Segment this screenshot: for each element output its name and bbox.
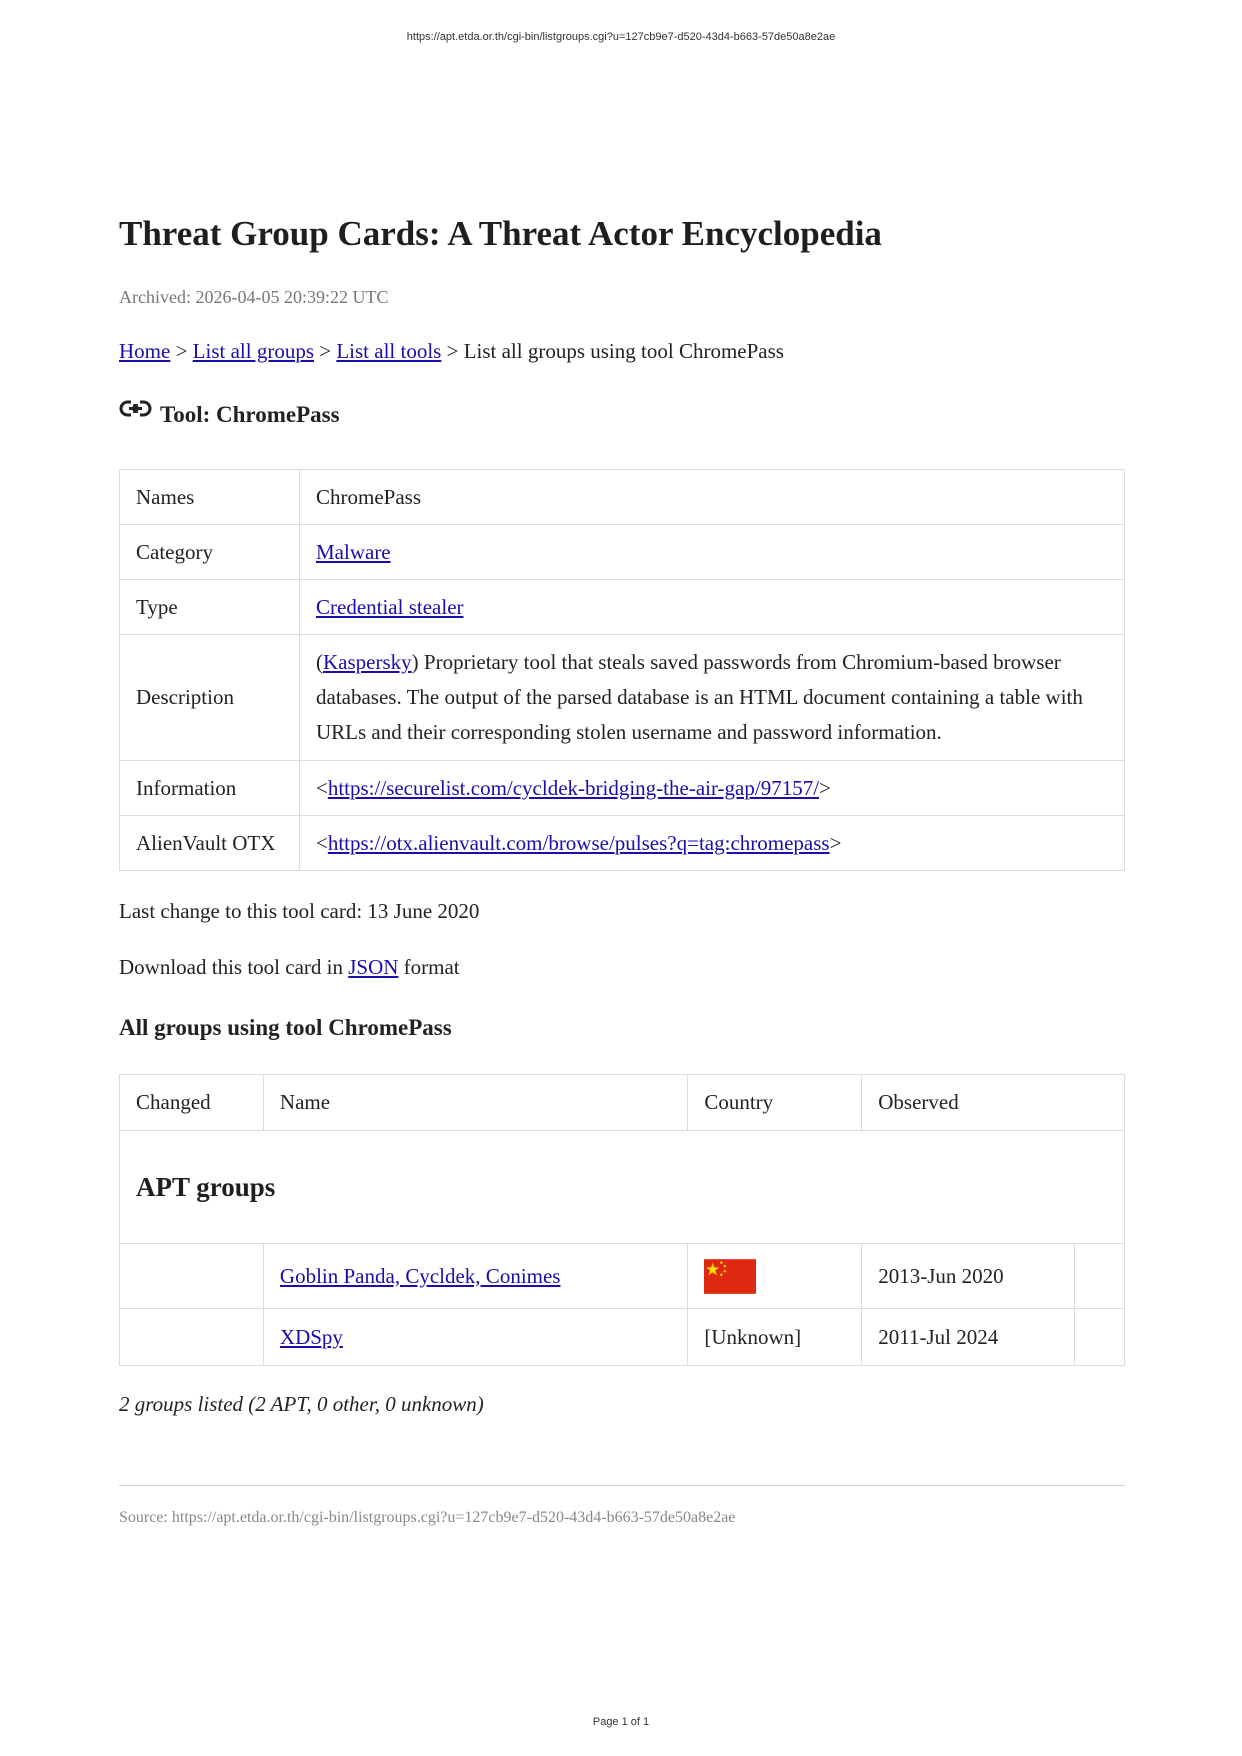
cell-changed (120, 1309, 264, 1366)
cell-name (263, 1309, 687, 1366)
groups-summary: 2 groups listed (2 APT, 0 other, 0 unknown) (119, 1392, 484, 1416)
groups-table (119, 1074, 1125, 1366)
breadcrumb-list-groups-link[interactable]: List all groups (192, 339, 314, 363)
info-label: Names (120, 470, 300, 525)
info-row-category (120, 525, 1125, 580)
download-line (119, 955, 460, 980)
cell-changed (120, 1244, 264, 1309)
otx-link[interactable]: https://otx.alienvault.com/browse/pulses?q=tag:chromepass (327, 830, 830, 855)
breadcrumb-separator: > (319, 339, 332, 363)
tool-info-table (119, 469, 1125, 871)
info-value-names: ChromePass (300, 470, 1125, 525)
angle-close: > (819, 775, 831, 800)
cell-country (688, 1244, 862, 1309)
breadcrumb-separator: > (175, 339, 188, 363)
cell-extra (1074, 1309, 1124, 1366)
info-value-otx (300, 816, 1125, 871)
page-title: Threat Group Cards: A Threat Actor Encyclopedia (119, 214, 882, 253)
description-open-paren: ( (316, 650, 323, 674)
breadcrumb-current: List all groups using tool ChromePass (463, 339, 784, 363)
securelist-link[interactable]: https://securelist.com/cycldek-bridging-the-air-gap/97157/ (327, 775, 820, 800)
groups-table-header (120, 1075, 1125, 1131)
info-row-type (120, 580, 1125, 635)
column-header-name: Name (263, 1075, 687, 1131)
group-link-goblin-panda[interactable]: Goblin Panda, Cycldek, Conimes (279, 1263, 561, 1288)
source-url: Source: https://apt.etda.or.th/cgi-bin/listgroups.cgi?u=127cb9e7-d520-43d4-b663-57de50a8e2ae (119, 1509, 736, 1526)
cell-observed: 2011-Jul 2024 (862, 1309, 1075, 1366)
cell-extra (1074, 1244, 1124, 1309)
tool-heading-text: Tool: ChromePass (160, 402, 340, 427)
page-number: Page 1 of 1 (592, 1716, 650, 1728)
info-label: Category (120, 525, 300, 580)
cell-name (263, 1244, 687, 1309)
tool-heading (119, 402, 340, 428)
description-text: ) Proprietary tool that steals saved passwords from Chromium-based browser databases. The output of the parsed database is an HTML document containing a table with URLs and their corresponding stolen username and password information. (316, 650, 1083, 744)
column-header-changed: Changed (120, 1075, 264, 1131)
info-label: Description (120, 635, 300, 761)
china-flag-icon (704, 1259, 756, 1294)
info-value-type (300, 580, 1125, 635)
cell-observed: 2013-Jun 2020 (862, 1244, 1075, 1309)
group-link-xdspy[interactable]: XDSpy (279, 1324, 343, 1349)
info-value-description (300, 635, 1125, 761)
info-value-category (300, 525, 1125, 580)
breadcrumb (119, 339, 784, 364)
info-row-names (120, 470, 1125, 525)
info-label: AlienVault OTX (120, 816, 300, 871)
table-row (120, 1244, 1125, 1309)
download-suffix: format (403, 955, 460, 979)
info-label: Type (120, 580, 300, 635)
download-prefix: Download this tool card in (119, 955, 343, 979)
kaspersky-link[interactable]: Kaspersky (323, 650, 412, 674)
json-download-link[interactable]: JSON (348, 955, 399, 979)
link-icon (119, 399, 152, 421)
column-header-observed: Observed (862, 1075, 1125, 1131)
print-header-url: https://apt.etda.or.th/cgi-bin/listgroups.cgi?u=127cb9e7-d520-43d4-b663-57de50a8e2ae (406, 31, 836, 43)
info-row-otx (120, 816, 1125, 871)
apt-groups-section-title: APT groups (120, 1131, 1125, 1244)
apt-groups-section-row (120, 1131, 1125, 1244)
breadcrumb-separator: > (446, 339, 459, 363)
info-label: Information (120, 761, 300, 816)
angle-close: > (829, 830, 842, 855)
info-row-information (120, 761, 1125, 816)
angle-open: < (316, 830, 328, 855)
category-link[interactable]: Malware (316, 539, 391, 564)
breadcrumb-list-tools-link[interactable]: List all tools (336, 339, 442, 363)
cell-country: [Unknown] (688, 1309, 862, 1366)
footer-divider (119, 1485, 1125, 1486)
angle-open: < (316, 775, 328, 800)
info-row-description (120, 635, 1125, 761)
groups-heading: All groups using tool ChromePass (119, 1015, 452, 1040)
type-link[interactable]: Credential stealer (316, 594, 464, 619)
column-header-country: Country (688, 1075, 862, 1131)
last-change-text: Last change to this tool card: 13 June 2020 (119, 899, 480, 923)
breadcrumb-home-link[interactable]: Home (119, 339, 171, 363)
table-row (120, 1309, 1125, 1366)
info-value-information (300, 761, 1125, 816)
archived-timestamp: Archived: 2026-04-05 20:39:22 UTC (119, 287, 389, 307)
